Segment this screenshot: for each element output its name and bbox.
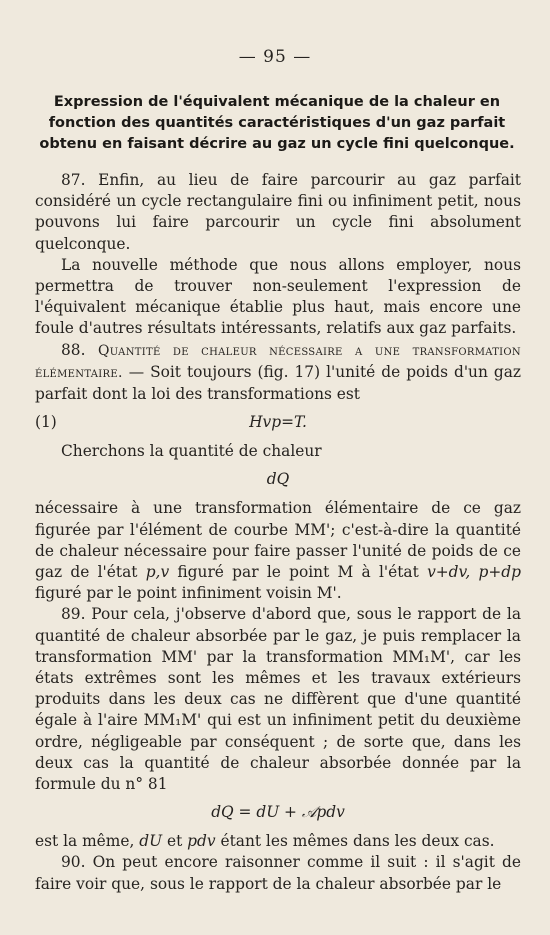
- paragraph-necessaire-part2: figuré par le point M à l'état: [169, 563, 428, 582]
- paragraph-necessaire: [35, 498, 521, 604]
- paragraph-88-text: — Soit toujours (fig. 17) l'unité de poids d'un gaz parfait dont la loi des transformations est: [35, 362, 521, 404]
- est-la-pdv: pdv: [187, 832, 216, 851]
- paragraph-90: 90. On peut encore raisonner comme il suit : il s'agit de faire voir que, sous le rapport de la chaleur absorbée par le: [35, 853, 521, 893]
- paragraph-est-la-meme: [35, 831, 521, 852]
- est-la-part1: est la même,: [35, 832, 140, 851]
- state-pv: p,v: [145, 563, 170, 582]
- page-number: — 95 —: [238, 47, 312, 67]
- paragraph-87-continued: La nouvelle méthode que nous allons employer, nous permettra de trouver non-seulement l'expression de l'équivalent mécanique établie plus haut, mais encore une foule d'autres résultats intéressants, relatifs aux gaz parfaits.: [35, 255, 521, 338]
- paragraph-88-title: Quantité de chaleur nécessaire a une transformation élémentaire.: [35, 342, 521, 381]
- est-la-part3: étant les mêmes dans les deux cas.: [215, 832, 495, 851]
- paragraph-cherchons: Cherchons la quantité de chaleur: [61, 442, 322, 461]
- state-next: v+dv, p+dp: [427, 563, 521, 582]
- est-la-part2: et: [162, 832, 188, 851]
- dQ-formula: dQ: [266, 470, 290, 489]
- equation-2: dQ = dU + 𝒜pdv: [211, 803, 345, 822]
- paragraph-87: 87. Enfin, au lieu de faire parcourir au gaz parfait considéré un cycle rectangulaire fini ou infiniment petit, nous pouvons lui faire parcourir un cycle fini absolument quelconque.: [35, 171, 521, 253]
- equation-1-label: (1): [35, 413, 57, 432]
- paragraph-necessaire-part1: nécessaire à une transformation élémentaire de ce gaz figurée par l'élément de courbe MM'; c'est-à-dire la quantité de chaleur nécessaire pour faire passer l'unité de poids de ce gaz de l'état: [35, 499, 521, 582]
- paragraph-necessaire-part3: figuré par le point infiniment voisin M'.: [35, 584, 342, 603]
- equation-1-row: [35, 410, 521, 436]
- equation-2-row: [35, 800, 521, 826]
- paragraph-89: 89. Pour cela, j'observe d'abord que, sous le rapport de la quantité de chaleur absorbée par le gaz, je puis remplacer la transformation MM' par la transformation MM₁M', car les états extrêmes sont les mêmes et les travaux extérieurs produits dans les deux cas ne diffèrent que d'une quantité égale à l'aire MM₁M' qui est un infiniment petit du deuxième ordre, négligeable par conséquent ; de sorte que, dans les deux cas la quantité de chaleur absorbée donnée par la formule du n° 81: [35, 605, 521, 794]
- est-la-dU: dU: [139, 832, 163, 851]
- paragraph-88: [35, 340, 521, 406]
- dQ-row: [35, 467, 521, 493]
- section-heading: Expression de l'équivalent mécanique de la chaleur en fonction des quantités caractéristiques d'un gaz parfait obtenu en faisant décrire au gaz un cycle fini quelconque.: [39, 94, 515, 152]
- paragraph-88-number: 88.: [61, 340, 86, 359]
- page-body: [35, 170, 521, 895]
- equation-1: Hvp=T.: [249, 413, 307, 432]
